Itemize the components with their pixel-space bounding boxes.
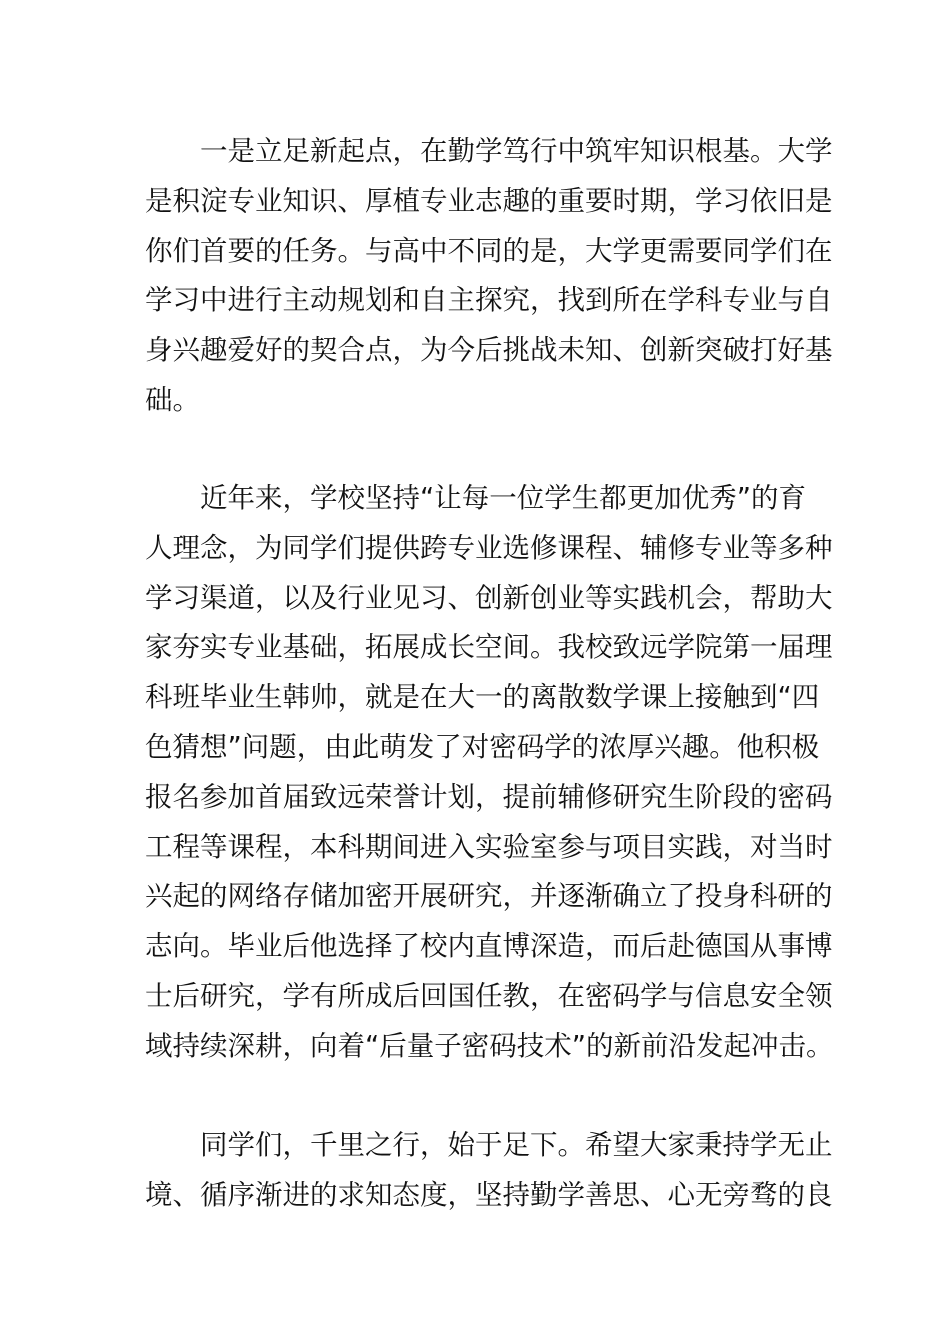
paragraph-2: [145, 474, 834, 1072]
text-line: 色猜想”问题，由此萌发了对密码学的浓厚兴趣。他积极: [145, 730, 820, 763]
text-line: 你们首要的任务。与高中不同的是，大学更需要同学们在: [145, 234, 833, 267]
text-line: 础。: [145, 383, 200, 416]
text-line: 兴起的网络存储加密开展研究，并逐渐确立了投身科研的: [145, 880, 833, 913]
text-line: 家夯实专业基础，拓展成长空间。我校致远学院第一届理: [145, 631, 833, 664]
text-line: 科班毕业生韩帅，就是在大一的离散数学课上接触到“四: [145, 681, 820, 714]
text-line: 近年来，学校坚持“让每一位学生都更加优秀”的育: [145, 482, 806, 514]
text-line: 域持续深耕，向着“后量子密码技术”的新前沿发起冲击。: [145, 1029, 834, 1062]
text-line: 同学们，千里之行，始于足下。希望大家秉持学无止: [145, 1129, 833, 1161]
text-line: 境、循序渐进的求知态度，坚持勤学善思、心无旁骛的良: [145, 1178, 833, 1211]
text-line: 人理念，为同学们提供跨专业选修课程、辅修专业等多种: [145, 531, 833, 564]
text-line: 工程等课程，本科期间进入实验室参与项目实践，对当时: [145, 830, 833, 863]
text-line: 学习渠道，以及行业见习、创新创业等实践机会，帮助大: [145, 581, 833, 614]
paragraph-3: [145, 1121, 833, 1221]
text-line: 学习中进行主动规划和自主探究，找到所在学科专业与自: [145, 284, 833, 317]
text-line: 志向。毕业后他选择了校内直博深造，而后赴德国从事博: [145, 930, 833, 963]
paragraph-1: [145, 127, 833, 426]
text-line: 身兴趣爱好的契合点，为今后挑战未知、创新突破打好基: [145, 334, 833, 367]
text-line: 一是立足新起点，在勤学笃行中筑牢知识根基。大学: [145, 135, 833, 167]
text-line: 报名参加首届致远荣誉计划，提前辅修研究生阶段的密码: [145, 780, 833, 813]
text-line: 士后研究，学有所成后回国任教，在密码学与信息安全领: [145, 979, 833, 1012]
text-line: 是积淀专业知识、厚植专业志趣的重要时期，学习依旧是: [145, 184, 833, 217]
